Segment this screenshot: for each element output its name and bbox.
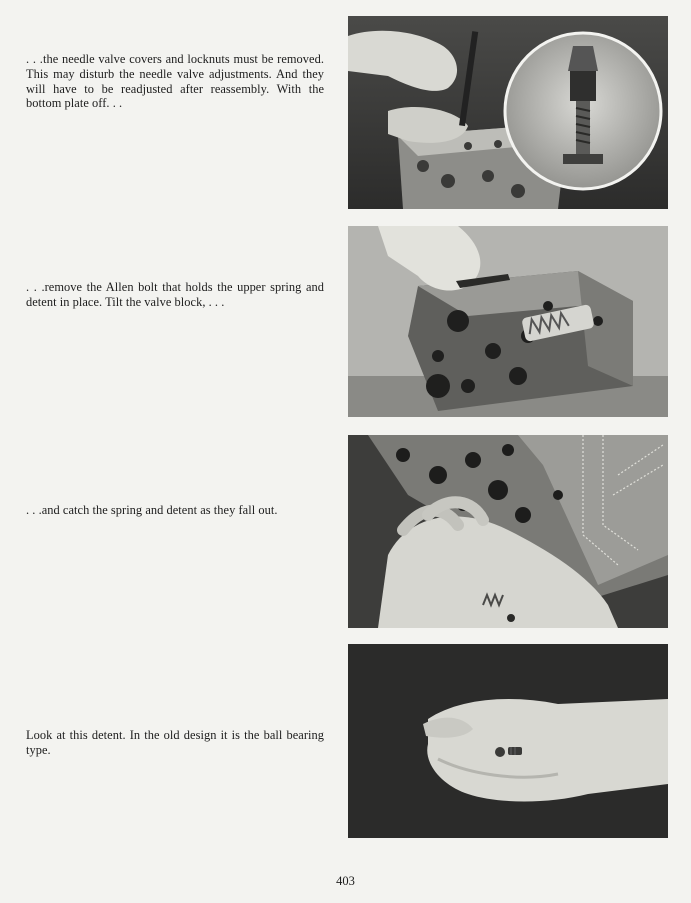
photo-needle-valve-removal bbox=[348, 16, 668, 209]
photo-detent-closeup bbox=[348, 644, 668, 838]
caption-remove-allen-bolt: . . .remove the Allen bolt that holds the upper spring and detent in place. Tilt the valve block, . . . bbox=[26, 280, 324, 309]
caption-catch-spring: . . .and catch the spring and detent as they fall out. bbox=[26, 503, 278, 518]
photo-catch-spring-detent bbox=[348, 435, 668, 628]
page-number: 403 bbox=[336, 874, 355, 888]
photo-allen-bolt-removal bbox=[348, 226, 668, 417]
caption-detent-ball-bearing: Look at this detent. In the old design it is the ball bearing type. bbox=[26, 728, 324, 757]
caption-remove-covers: . . .the needle valve covers and locknuts must be removed. This may disturb the needle valve adjustments. And they will have to be readjusted after reassembly. With the bottom plate off. . . bbox=[26, 52, 324, 111]
